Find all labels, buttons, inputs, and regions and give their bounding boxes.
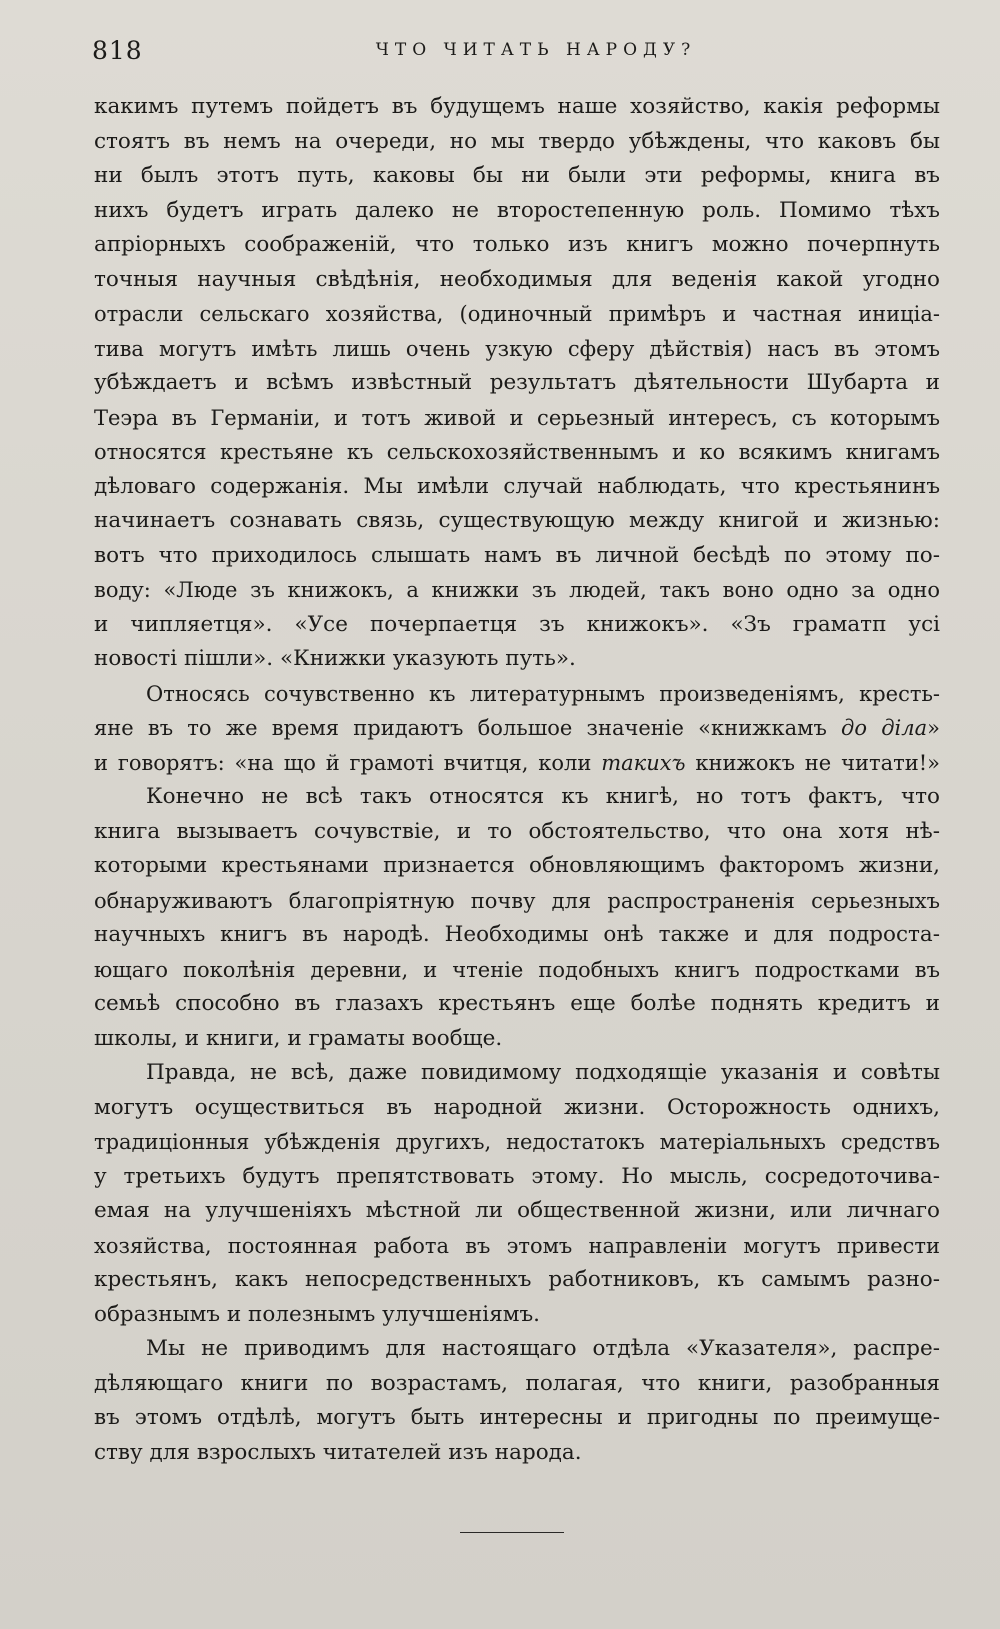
text-line: въ этомъ отдѣлѣ, могутъ быть интересны и пригодны по преимуще- (94, 1405, 940, 1430)
text-line: точныя научныя свѣдѣнія, необходимыя для веденія какой угодно (94, 266, 940, 292)
text-line: убѣждаетъ и всѣмъ извѣстный результатъ дѣятельности Шубарта и (94, 370, 940, 395)
italic-phrase: до діла (841, 716, 928, 740)
text-line: ющаго поколѣнія деревни, и чтеніе подобныхъ книгъ подростками въ (94, 957, 940, 982)
text-span: и говорятъ: «на що й грамоті вчитця, коли (94, 750, 592, 775)
text-line: Мы не приводимъ для настоящаго отдѣла «Указателя», распре- (146, 1336, 940, 1361)
text-line: тива могутъ имѣть лишь очень узкую сферу дѣйствія) насъ въ этомъ (94, 336, 940, 361)
text-line: хозяйства, постоянная работа въ этомъ направленіи могутъ привести (94, 1233, 940, 1258)
text-line (94, 746, 940, 781)
text-line: какимъ путемъ пойдетъ въ будущемъ наше хозяйство, какія реформы (94, 94, 940, 119)
paragraph (94, 1056, 940, 1332)
text-line: Конечно не всѣ такъ относятся къ книгѣ, но тотъ фактъ, что (146, 784, 940, 809)
text-line: начинаетъ сознавать связь, существующую между книгой и жизнью: (94, 508, 940, 533)
text-line: школы, и книги, и граматы вообще. (94, 1025, 503, 1051)
text-span: книжокъ не читати!» (695, 750, 940, 775)
text-line: вотъ что приходилось слышать намъ въ личной бесѣдѣ по этому по- (94, 542, 940, 568)
text-line: дѣляющаго книги по возрастамъ, полагая, что книги, разобранныя (94, 1370, 940, 1396)
text-line: Теэра въ Германіи, и тотъ живой и серьезный интересъ, съ которымъ (94, 405, 940, 430)
text-line: новості пішли». «Книжки указують путь». (94, 646, 576, 671)
text-line: стоятъ въ немъ на очереди, но мы твердо убѣждены, что каковъ бы (94, 128, 940, 154)
text-span: яне въ то же время придаютъ большое значеніе «книжкамъ (94, 716, 827, 740)
italic-phrase: такихъ (601, 750, 686, 775)
paragraph (94, 1332, 940, 1470)
text-line: которыми крестьянами признается обновляющимъ факторомъ жизни, (94, 853, 940, 878)
text-line: воду: «Люде зъ книжокъ, а книжки зъ людей, такъ воно одно за одно (94, 578, 940, 602)
text-line: традиціонныя убѣжденія другихъ, недостатокъ матеріальныхъ средствъ (94, 1130, 940, 1154)
text-line: Правда, не всѣ, даже повидимому подходящіе указанія и совѣты (146, 1060, 940, 1085)
text-line: крестьянъ, какъ непосредственныхъ работниковъ, къ самымъ разно- (94, 1267, 940, 1292)
page-body (94, 90, 940, 1470)
text-line: относятся крестьяне къ сельскохозяйственнымъ и ко всякимъ книгамъ (94, 440, 940, 464)
text-line: образнымъ и полезнымъ улучшеніямъ. (94, 1301, 540, 1327)
page-number: 818 (92, 36, 143, 65)
text-line: дѣловаго содержанія. Мы имѣли случай наблюдать, что крестьянинъ (94, 473, 940, 499)
text-line: нихъ будетъ играть далеко не второстепенную роль. Помимо тѣхъ (94, 197, 940, 223)
text-line: емая на улучшеніяхъ мѣстной ли общественной жизни, или личнаго (94, 1198, 940, 1223)
text-line: ни былъ этотъ путь, каковы бы ни были эти реформы, книга въ (94, 163, 940, 188)
text-line: апріорныхъ соображеній, что только изъ книгъ можно почерпнуть (94, 232, 940, 257)
section-divider (460, 1532, 564, 1533)
text-line: семьѣ способно въ глазахъ крестьянъ еще болѣе поднять кредитъ и (94, 991, 940, 1016)
text-line: отрасли сельскаго хозяйства, (одиночный примѣръ и частная иниціа- (94, 302, 940, 326)
paragraph (94, 677, 940, 781)
text-line: книга вызываетъ сочувствіе, и то обстоятельство, что она хотя нѣ- (94, 818, 940, 844)
text-line: и чипляетця». «Усе почерпаетця зъ книжокъ». «Зъ граматп усі (94, 611, 940, 637)
page-header (92, 36, 940, 66)
text-line: ству для взрослыхъ читателей изъ народа. (94, 1439, 582, 1465)
running-title: ЧТО ЧИТАТЬ НАРОДУ? (375, 40, 697, 60)
paragraph (94, 780, 940, 1056)
text-line: могутъ осуществиться въ народной жизни. Осторожность однихъ, (94, 1094, 940, 1120)
text-line: у третьихъ будутъ препятствовать этому. Но мысль, сосредоточива- (94, 1163, 940, 1189)
paragraph (94, 90, 940, 677)
text-line: Относясь сочувственно къ литературнымъ произведеніямъ, кресть- (146, 681, 940, 706)
text-line: научныхъ книгъ въ народѣ. Необходимы онѣ также и для подроста- (94, 922, 940, 947)
text-line: яне въ то же время придаютъ большое значеніе «книжкамъ до діла» (94, 716, 940, 740)
text-line: обнаруживаютъ благопріятную почву для распространенія серьезныхъ (94, 888, 940, 913)
